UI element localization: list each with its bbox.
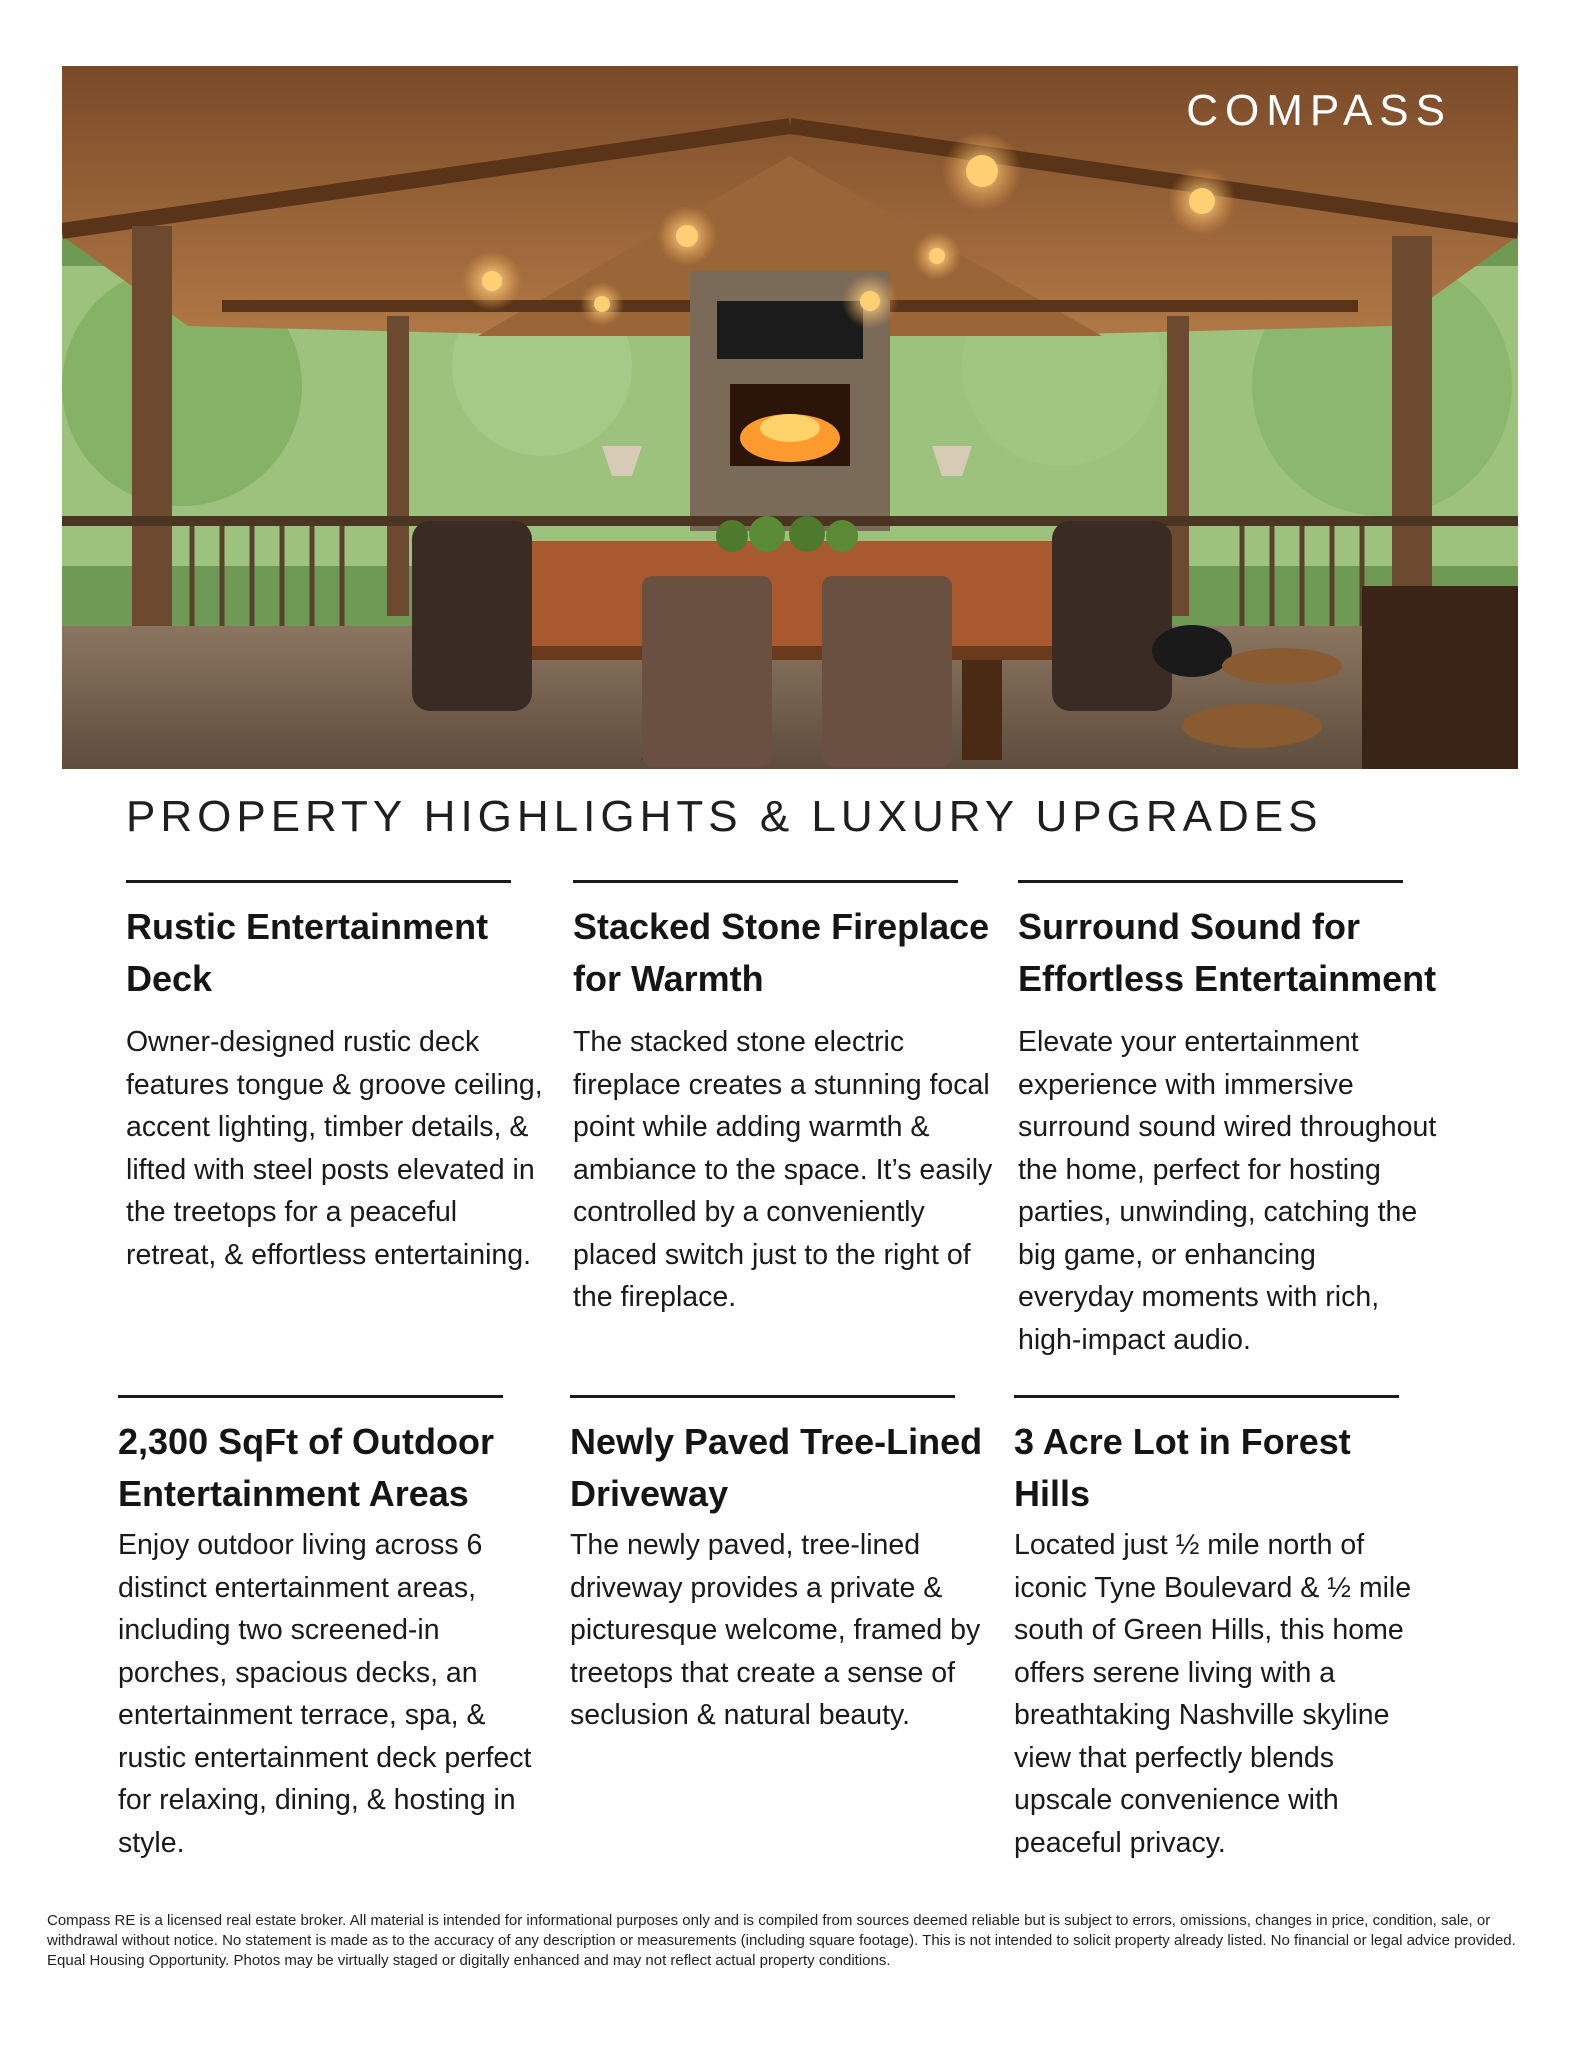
hero-photo <box>62 66 1518 769</box>
highlight-title: 3 Acre Lot in Forest Hills <box>1014 1421 1351 1514</box>
card-divider <box>126 880 511 883</box>
highlight-card <box>1018 880 1438 1361</box>
highlight-body: Owner-designed rustic deck features tongue & groove ceiling, accent lighting, timber details, & lifted with steel posts elevated in the treetops for a peaceful retreat, & effortless entertaining. <box>126 1026 543 1271</box>
highlight-title: Stacked Stone Fireplace for Warmth <box>573 906 990 999</box>
deck-illustration <box>62 66 1518 769</box>
highlight-body: The stacked stone electric fireplace creates a stunning focal point while adding warmth & ambiance to the space. It’s easily controlled by a conveniently placed switch just to the right of the fireplace. <box>573 1026 993 1313</box>
card-divider <box>1014 1395 1399 1398</box>
card-divider <box>570 1395 955 1398</box>
highlight-card <box>1014 1395 1434 1864</box>
highlight-body: Elevate your entertainment experience with immersive surround sound wired throughout the home, perfect for hosting parties, unwinding, catching the big game, or enhancing everyday moments with rich, high-impact audio. <box>1018 1026 1437 1356</box>
highlight-body: Enjoy outdoor living across 6 distinct entertainment areas, including two screened-in porches, spacious decks, an entertainment terrace, spa, & rustic entertainment deck perfect for relaxing, dining, & hosting in style. <box>118 1529 532 1859</box>
highlight-card <box>570 1395 990 1737</box>
highlight-title: 2,300 SqFt of Outdoor Entertainment Areas <box>118 1421 495 1514</box>
highlight-title: Surround Sound for Effortless Entertainment <box>1018 906 1437 999</box>
card-divider <box>573 880 958 883</box>
highlight-body: Located just ½ mile north of iconic Tyne Boulevard & ½ mile south of Green Hills, this home offers serene living with a breathtaking Nashville skyline view that perfectly blends upscale convenience with peaceful privacy. <box>1014 1529 1412 1859</box>
highlight-card <box>118 1395 538 1864</box>
highlight-card <box>573 880 993 1319</box>
section-title: PROPERTY HIGHLIGHTS & LUXURY UPGRADES <box>126 792 1323 841</box>
legal-disclaimer: Compass RE is a licensed real estate broker. All material is intended for informational purposes only and is compiled from sources deemed reliable but is subject to errors, omissions, changes in price, condition, sale, or withdrawal without notice. No statement is made as to the accuracy of any description or measurements (including square footage). This is not intended to solicit property already listed. No financial or legal advice provided. Equal Housing Opportunity. Photos may be virtually staged or digitally enhanced and may not reflect actual property conditions. <box>47 1912 1516 1969</box>
highlight-card <box>126 880 546 1276</box>
card-divider <box>1018 880 1403 883</box>
highlight-title: Rustic Entertainment Deck <box>126 906 489 999</box>
highlight-body: The newly paved, tree-lined driveway provides a private & picturesque welcome, framed by treetops that create a sense of seclusion & natural beauty. <box>570 1529 981 1731</box>
card-divider <box>118 1395 503 1398</box>
highlight-title: Newly Paved Tree-Lined Driveway <box>570 1421 983 1514</box>
compass-logo: COMPASS <box>1186 86 1452 135</box>
